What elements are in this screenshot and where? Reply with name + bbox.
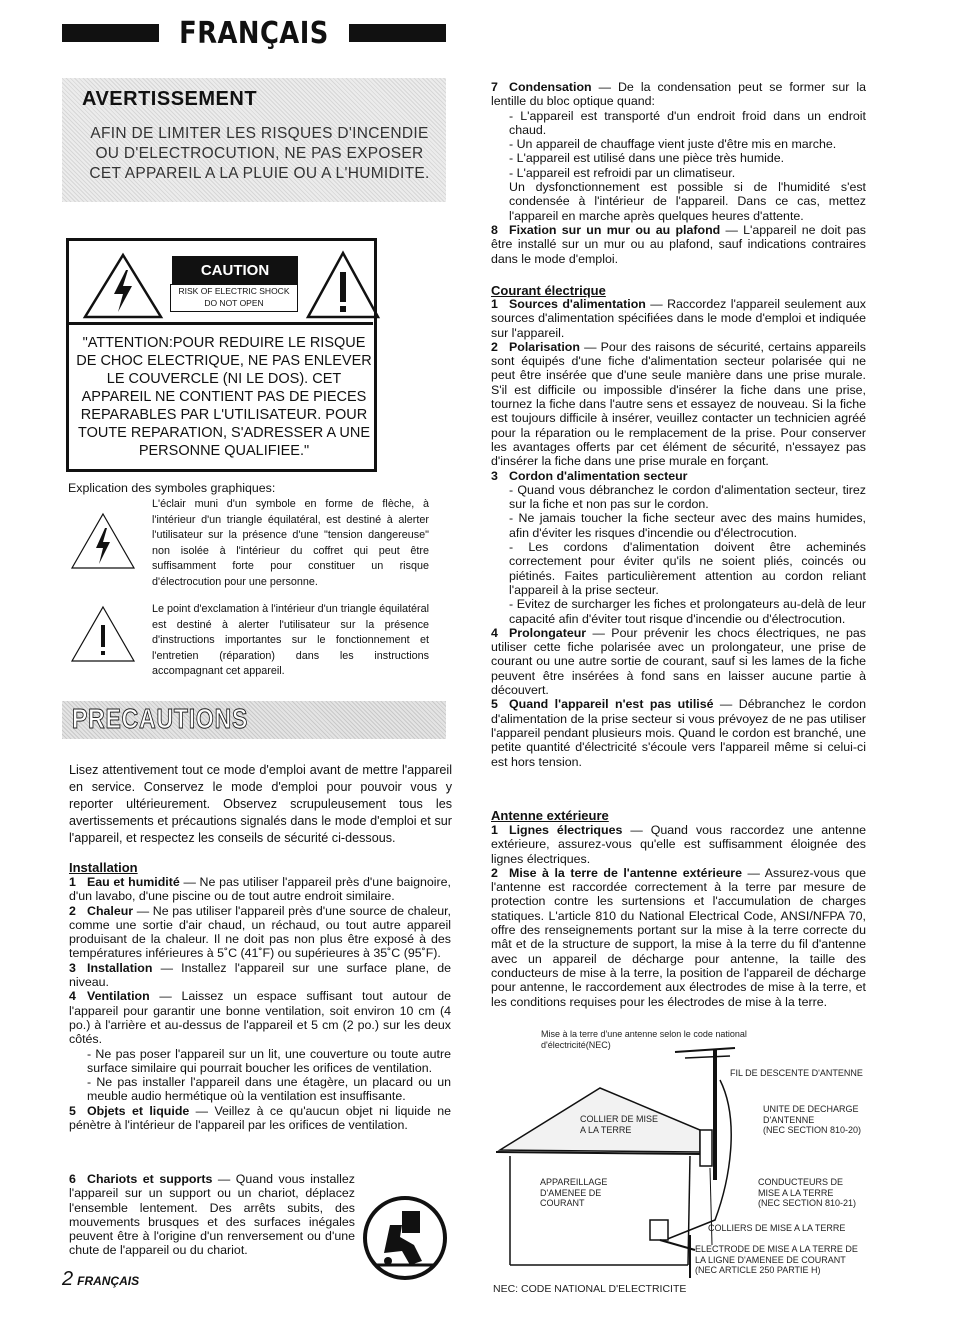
item-text: — Quand vous installez l'appareil sur un support ou un chariot, déplacez l'ensemble lentement. Des arrêts subits, des mouvements brusques et des surfaces inégales peuvent être à l'origine d'un renversement ou d'une chute de l'appareil ou du chariot. bbox=[69, 1172, 355, 1258]
item-text: — Laissez un espace suffisant tout autour de l'appareil pour garantir une bonne ventilation, soit environ 10 cm (4 po.) à l'arrière et au-dessus de l'appareil et 5 cm (2 po.) sur les deux côtés. bbox=[69, 989, 451, 1047]
item-heading: Polarisation bbox=[509, 339, 580, 354]
item-text: — Quand vous raccordez une antenne extérieure, assurez-vous qu'elle est suffisamment éloignée des lignes électriques. bbox=[491, 823, 866, 866]
item-heading: Objets et liquide bbox=[87, 1103, 190, 1118]
conductors-label bbox=[758, 1177, 856, 1209]
item-heading: Mise à la terre de l'antenne extérieure bbox=[509, 865, 743, 880]
ground-clamps-label: COLLIERS DE MISE A LA TERRE bbox=[708, 1223, 846, 1233]
equipment-label bbox=[540, 1177, 607, 1209]
conductors-line2: MISE A LA TERRE bbox=[758, 1187, 834, 1198]
nec-footnote: NEC: CODE NATIONAL D'ELECTRICITE bbox=[493, 1283, 687, 1295]
diagram-caption-line2: d'électricité(NEC) bbox=[541, 1039, 611, 1050]
installation-list bbox=[69, 875, 451, 1132]
power-item-3 bbox=[491, 469, 866, 483]
clamp-label bbox=[580, 1114, 658, 1135]
cord-sub-4: - Evitez de surcharger les fiches et prolongateurs au-delà de leur capacité afin d'éviter tout risque d'incendie ou d'électrocution. bbox=[509, 597, 866, 626]
precautions-title: PRECAUTIONS bbox=[72, 703, 249, 734]
condensation-sub-2: - Un appareil de chauffage vient juste d'être mis en marche. bbox=[509, 137, 837, 152]
item-number: 1 bbox=[491, 297, 498, 311]
condensation-sub-4: - L'appareil est refroidi par un climatiseur. bbox=[509, 165, 736, 180]
electrode-line3: (NEC ARTICLE 250 PARTIE H) bbox=[695, 1265, 821, 1275]
cord-sub-2: - Ne jamais toucher la fiche secteur avec des mains humides, afin d'éviter les risques d'incendie ou d'électrocution. bbox=[509, 511, 866, 540]
precautions-banner bbox=[62, 701, 446, 739]
cart-warning-icon bbox=[362, 1195, 448, 1281]
caution-label: CAUTION bbox=[172, 256, 298, 284]
item-number: 1 bbox=[69, 875, 76, 889]
item-number: 6 bbox=[69, 1172, 76, 1186]
installation-item-8 bbox=[491, 223, 866, 266]
item-number: 4 bbox=[491, 625, 498, 640]
caution-sub-line1: RISK OF ELECTRIC SHOCK bbox=[178, 286, 290, 296]
power-item-4 bbox=[491, 626, 866, 697]
symbols-title: Explication des symboles graphiques: bbox=[68, 481, 276, 495]
item-heading: Lignes électriques bbox=[509, 823, 623, 837]
precautions-intro: Lisez attentivement tout ce mode d'emploi avant de mettre l'appareil en service. Conservez le mode d'emploi pour pouvoir vous y reporter ultérieurement. Observez scrupuleusement tous les avertissements et précautions signalés dans le mode d'emploi et sur l'appareil, et respectez les conseils de sécurité ci-dessous. bbox=[69, 763, 452, 845]
condensation-sub-1: - L'appareil est transporté d'un endroit froid dans un endroit chaud. bbox=[509, 108, 866, 137]
item-text: — De la condensation peut se former sur la lentille du bloc optique quand: bbox=[491, 80, 866, 109]
antenna-item-2 bbox=[491, 866, 866, 1009]
ventilation-sub-2: - Ne pas installer l'appareil dans une étagère, un placard ou un meuble audio hermétique où la ventilation est insuffisante. bbox=[87, 1075, 451, 1104]
language-banner bbox=[62, 15, 446, 51]
item-number: 3 bbox=[69, 960, 76, 975]
caution-sub-line2: DO NOT OPEN bbox=[204, 298, 264, 308]
item-number: 1 bbox=[491, 823, 498, 837]
item-heading: Installation bbox=[87, 960, 153, 975]
electrode-line2: LA LIGNE D'AMENEE DE COURANT bbox=[695, 1254, 846, 1265]
exclamation-symbol-icon bbox=[70, 605, 136, 663]
item-heading: Fixation sur un mur ou au plafond bbox=[509, 222, 721, 237]
discharge-line3: (NEC SECTION 810-20) bbox=[763, 1125, 862, 1135]
item-text: — Raccordez l'appareil seulement aux sources d'alimentation spécifiées dans le mode d'emploi et indiquée sur l'appareil. bbox=[491, 297, 866, 340]
item-number: 5 bbox=[491, 697, 498, 712]
item-number: 2 bbox=[69, 903, 76, 918]
item-number: 5 bbox=[69, 1103, 76, 1118]
lightning-symbol-icon bbox=[70, 512, 136, 570]
electrode-label bbox=[695, 1244, 858, 1276]
power-item-2 bbox=[491, 340, 866, 469]
item-text: — Pour des raisons de sécurité, certains appareils sont équipés d'une fiche d'alimentation secteur polarisée qui ne peut être insérée que d'une seule manière dans une prise murale. S'il est difficile ou impossible d'insérer la fiche dans une prise, tournez la fiche dans l'autre sens et essayez de nouveau. Si la fiche est toujours difficile à insérer, veuillez contacter un technicien agréé pour la réparation ou le remplacement de la prise. Pour conserver les avantages offerts par cet élément de sécurité, n'essayez pas d'insérer la fiche dans une prise murale en forçant. bbox=[491, 339, 866, 469]
item-heading: Sources d'alimentation bbox=[509, 297, 646, 311]
condensation-end: Un dysfonctionnement est possible si de l'humidité s'est condensée à l'intérieur de l'appareil. Dans ce cas, mettez l'appareil en marche après quelques heures d'attente. bbox=[509, 180, 866, 223]
caution-sub bbox=[170, 284, 298, 312]
discharge-line2: D'ANTENNE bbox=[763, 1114, 815, 1125]
warning-title: AVERTISSEMENT bbox=[82, 88, 258, 110]
equipment-line3: COURANT bbox=[540, 1198, 585, 1208]
item-number: 3 bbox=[491, 468, 498, 483]
lightning-explanation: L'éclair muni d'un symbole en forme de flèche, à l'intérieur d'un triangle équilatéral, est destiné à alerter l'utilisateur sur la présence d'une "tension dangereuse" non isolée à l'intérieur du coffret qui peut être suffisamment forte pour constituer un risque d'électrocution pour une personne. bbox=[152, 498, 429, 588]
ventilation-sub-1: - Ne pas poser l'appareil sur un lit, une couverture ou toute autre surface similaire qui pourrait boucher les orifices de ventilation. bbox=[87, 1046, 451, 1075]
equipment-line1: APPAREILLAGE bbox=[540, 1177, 608, 1187]
exclamation-triangle-icon bbox=[305, 250, 381, 320]
installation-item-7 bbox=[491, 80, 866, 109]
installation-item-4 bbox=[69, 989, 451, 1046]
item-text: — Pour prévenir les chocs électriques, ne pas utiliser cette fiche polarisée avec un prolongateur, une prise de courant ou une autre sortie de courant, sauf si les lames de la fiche peuvent être insérées à fond sans en laisser aucune partie à découvert. bbox=[491, 625, 866, 698]
discharge-line1: UNITE DE DECHARGE bbox=[763, 1104, 859, 1114]
item-heading: Eau et humidité bbox=[87, 875, 180, 889]
item-number: 4 bbox=[69, 989, 76, 1004]
language-title: FRANÇAIS bbox=[179, 15, 329, 51]
power-item-5 bbox=[491, 697, 866, 768]
clamp-label-line2: A LA TERRE bbox=[580, 1124, 632, 1135]
item-heading: Ventilation bbox=[87, 989, 150, 1004]
installation-item-3 bbox=[69, 961, 451, 990]
conductors-line3: (NEC SECTION 810-21) bbox=[758, 1198, 857, 1208]
caution-divider bbox=[68, 322, 373, 325]
page-footer bbox=[62, 1268, 139, 1291]
banner-bar-right bbox=[349, 24, 446, 42]
installation-item-5 bbox=[69, 1104, 451, 1133]
electrode-line1: ELECTRODE DE MISE A LA TERRE DE bbox=[695, 1244, 858, 1254]
item-number: 2 bbox=[491, 339, 498, 354]
warning-text: AFIN DE LIMITER LES RISQUES D'INCENDIE OU D'ELECTROCUTION, NE PAS EXPOSER CET APPAREIL A LA PLUIE OU A L'HUMIDITE. bbox=[89, 125, 430, 182]
item-heading: Cordon d'alimentation secteur bbox=[509, 468, 688, 483]
installation-item-1 bbox=[69, 875, 451, 904]
item-heading: Quand l'appareil n'est pas utilisé bbox=[509, 697, 714, 712]
antenna-list bbox=[491, 823, 866, 1009]
power-title: Courant électrique bbox=[491, 283, 606, 298]
item-text: — Installez l'appareil sur une surface plane, de niveau. bbox=[69, 960, 451, 990]
antenna-title: Antenne extérieure bbox=[491, 808, 609, 823]
lead-in-label: FIL DE DESCENTE D'ANTENNE bbox=[730, 1068, 863, 1078]
item-text: — L'appareil ne doit pas être installé sur un mur ou au plafond, sauf indications contraires dans le mode d'emploi. bbox=[491, 222, 866, 266]
conductors-line1: CONDUCTEURS DE bbox=[758, 1177, 844, 1187]
item-heading: Prolongateur bbox=[509, 625, 587, 640]
lightning-triangle-icon bbox=[82, 252, 164, 320]
item-heading: Chariots et supports bbox=[87, 1172, 213, 1186]
caution-text: "ATTENTION:POUR REDUIRE LE RISQUE DE CHOC ELECTRIQUE, NE PAS ENLEVER LE COUVERCLE (NI LE DOS). CET APPAREIL NE CONTIENT PAS DE PIECES REPARABLES PAR L'UTILISATEUR. POUR TOUTE REPARATION, S'ADRESSER A UNE PERSONNE QUALIFIEE." bbox=[76, 335, 372, 459]
cord-sub-3: - Les cordons d'alimentation doivent être acheminés correctement pour éviter qu'ils ne soient pliés, coincés ou piétinés. Faites particulièrement attention au cordon reliant l'appareil à la prise secteur. bbox=[509, 540, 866, 597]
item-number: 2 bbox=[491, 865, 498, 880]
item-text: — Débranchez le cordon d'alimentation de la prise secteur si vous prévoyez de ne pas utiliser l'appareil pendant plusieurs mois. Quand le cordon est branché, une petite quantité d'électricité s'écoule vers l'appareil même si celui-ci est hors tension. bbox=[491, 697, 866, 769]
item-text: — Ne pas utiliser l'appareil près d'une source de chaleur, comme une sortie d'air chaud, un réchaud, ou tout autre appareil produisant de la chaleur. Il ne doit pas non plus être exposé à des températures inférieures à 5˚C (41˚F) ou supérieures à 35˚C (95˚F). bbox=[69, 903, 451, 961]
item-number: 8 bbox=[491, 222, 498, 237]
installation-item-6 bbox=[69, 1172, 355, 1258]
antenna-item-1 bbox=[491, 823, 866, 866]
banner-bar-left bbox=[62, 24, 159, 42]
item-heading: Chaleur bbox=[87, 903, 134, 918]
item-number: 7 bbox=[491, 80, 498, 94]
diagram-caption-line1: Mise à la terre d'une antenne selon le code national bbox=[541, 1029, 747, 1039]
installation-item-2 bbox=[69, 904, 451, 961]
right-column-top bbox=[491, 80, 866, 266]
power-item-1 bbox=[491, 297, 866, 340]
power-list bbox=[491, 297, 866, 769]
cord-sub-1: - Quand vous débranchez le cordon d'alimentation secteur, tirez sur la fiche et non pas sur le cordon. bbox=[509, 482, 866, 512]
discharge-unit-label bbox=[763, 1104, 861, 1136]
equipment-line2: D'AMENEE DE bbox=[540, 1187, 602, 1198]
item-heading: Condensation bbox=[509, 80, 592, 94]
page-number: 2 bbox=[62, 1268, 74, 1290]
condensation-sub-3: - L'appareil est utilisé dans une pièce très humide. bbox=[509, 151, 785, 166]
exclamation-explanation: Le point d'exclamation à l'intérieur d'un triangle équilatéral est destiné à alerter l'utilisateur sur la présence d'instructions importantes sur le fonctionnement et l'entretien (réparation) dans les instructions accompagnant cet appareil. bbox=[152, 603, 429, 677]
item-text: — Veillez à ce qu'aucun objet ni liquide ne pénètre à l'intérieur de l'appareil par les orifices de ventilation. bbox=[69, 1103, 451, 1133]
item-text: — Ne pas utiliser l'appareil près d'une baignoire, d'un lavabo, d'une piscine ou de tout autre endroit similaire. bbox=[69, 875, 451, 904]
clamp-label-line1: COLLIER DE MISE bbox=[580, 1114, 659, 1124]
item-text: — Assurez-vous que l'antenne est raccordée correctement à la terre par mesure de protection contre les surtensions et l'accumulation de charges statiques. L'article 810 du National Electrical Code, ANSI/NFPA 70, offre des renseignements portant sur la mise à la terre correcte du mât et de la structure de support, la mise à la terre du fil d'antenne avec un appareil de décharge pour antenne, la taille des conducteurs de mise à la terre, la position de l'appareil de décharge pour antenne, le raccordement aux électrodes de mise à la terre, et les conditions requises pour les électrodes de mise à la terre. bbox=[491, 865, 866, 1009]
installation-title: Installation bbox=[69, 860, 138, 875]
footer-language: FRANÇAIS bbox=[77, 1274, 140, 1288]
